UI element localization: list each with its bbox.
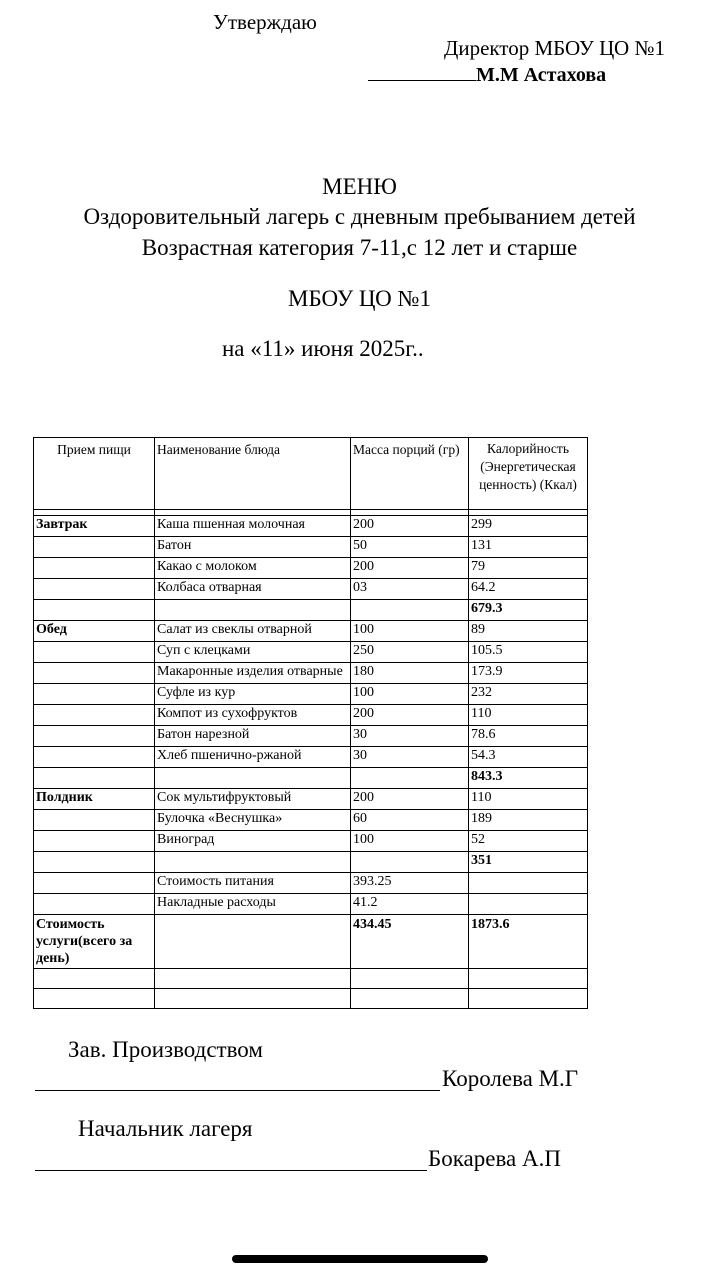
overhead-label: Накладные расходы <box>155 894 351 915</box>
dish-name: Каша пшенная молочная <box>155 516 351 537</box>
signature-line <box>35 1090 440 1091</box>
total-row <box>34 600 588 621</box>
dish-calories: 105.5 <box>469 642 588 663</box>
dish-calories: 131 <box>469 537 588 558</box>
camp-name: Оздоровительный лагерь с дневным пребыванием детей <box>83 204 636 229</box>
dish-name: Какао с молоком <box>155 558 351 579</box>
table-row <box>34 558 588 579</box>
table-row <box>34 642 588 663</box>
dish-mass: 03 <box>351 579 469 600</box>
table-row <box>34 810 588 831</box>
director-name: М.М Астахова <box>476 64 607 86</box>
header-meal: Прием пищи <box>34 438 155 510</box>
production-head-title: Зав. Производством <box>68 1037 263 1062</box>
menu-table <box>33 437 588 1009</box>
table-row <box>34 579 588 600</box>
food-cost-label: Стоимость питания <box>155 873 351 894</box>
signature-line <box>368 62 476 81</box>
table-header-row <box>34 438 588 510</box>
service-cost: 434.45 <box>351 915 469 969</box>
dish-mass: 250 <box>351 642 469 663</box>
dish-calories: 173.9 <box>469 663 588 684</box>
dish-calories: 232 <box>469 684 588 705</box>
dish-name: Компот из сухофруктов <box>155 705 351 726</box>
dish-mass: 60 <box>351 810 469 831</box>
camp-head-title: Начальник лагеря <box>78 1116 253 1141</box>
dish-calories: 110 <box>469 705 588 726</box>
table-row <box>34 705 588 726</box>
service-calories: 1873.6 <box>469 915 588 969</box>
table-row <box>34 726 588 747</box>
dish-name: Колбаса отварная <box>155 579 351 600</box>
production-head-name: Королева М.Г <box>442 1066 579 1091</box>
dish-calories: 189 <box>469 810 588 831</box>
director-title: Директор МБОУ ЦО №1 <box>444 36 665 60</box>
dish-mass: 180 <box>351 663 469 684</box>
approve-label: Утверждаю <box>213 10 317 34</box>
signature-line <box>35 1170 427 1171</box>
table-row <box>34 663 588 684</box>
table-row <box>34 747 588 768</box>
dish-name: Макаронные изделия отварные <box>155 663 351 684</box>
lunch-total: 843.3 <box>469 768 588 789</box>
dish-calories: 79 <box>469 558 588 579</box>
dish-name: Салат из свеклы отварной <box>155 621 351 642</box>
dish-calories: 78.6 <box>469 726 588 747</box>
table-row <box>34 537 588 558</box>
table-row <box>34 684 588 705</box>
home-indicator[interactable] <box>232 1255 488 1263</box>
meal-label: Завтрак <box>34 516 155 537</box>
table-row <box>34 621 588 642</box>
dish-name: Суфле из кур <box>155 684 351 705</box>
overhead-value: 41.2 <box>351 894 469 915</box>
table-row <box>34 831 588 852</box>
dish-name: Сок мультифруктовый <box>155 789 351 810</box>
dish-mass: 200 <box>351 516 469 537</box>
dish-mass: 200 <box>351 705 469 726</box>
food-cost-value: 393.25 <box>351 873 469 894</box>
empty-row <box>34 969 588 989</box>
dish-calories: 52 <box>469 831 588 852</box>
table-row <box>34 516 588 537</box>
document-title: МЕНЮ <box>322 174 397 199</box>
dish-name: Суп с клецками <box>155 642 351 663</box>
dish-mass: 100 <box>351 621 469 642</box>
header-calories: Калорийность (Энергетическая ценность) (Ккал) <box>469 438 588 510</box>
dish-name: Батон <box>155 537 351 558</box>
school-name: МБОУ ЦО №1 <box>288 286 431 311</box>
camp-head-name: Бокарева А.П <box>428 1146 561 1171</box>
table-row <box>34 789 588 810</box>
meal-label: Обед <box>34 621 155 642</box>
dish-mass: 200 <box>351 789 469 810</box>
dish-mass: 30 <box>351 726 469 747</box>
header-dish: Наименование блюда <box>155 438 351 510</box>
dish-calories: 64.2 <box>469 579 588 600</box>
service-row <box>34 915 588 969</box>
dish-calories: 89 <box>469 621 588 642</box>
header-mass: Масса порций (гр) <box>351 438 469 510</box>
dish-calories: 54.3 <box>469 747 588 768</box>
dish-mass: 200 <box>351 558 469 579</box>
age-category: Возрастная категория 7-11,с 12 лет и старше <box>141 235 578 260</box>
total-row <box>34 852 588 873</box>
total-row <box>34 768 588 789</box>
dish-name: Хлеб пшенично-ржаной <box>155 747 351 768</box>
dish-name: Батон нарезной <box>155 726 351 747</box>
empty-row <box>34 989 588 1009</box>
snack-total: 351 <box>469 852 588 873</box>
menu-date: на «11» июня 2025г.. <box>222 336 424 361</box>
table-row <box>34 873 588 894</box>
dish-mass: 100 <box>351 684 469 705</box>
service-label: Стоимость услуги(всего за день) <box>34 915 155 969</box>
director-signature <box>368 62 606 87</box>
dish-name: Булочка «Веснушка» <box>155 810 351 831</box>
breakfast-total: 679.3 <box>469 600 588 621</box>
dish-name: Виноград <box>155 831 351 852</box>
dish-mass: 50 <box>351 537 469 558</box>
dish-calories: 110 <box>469 789 588 810</box>
table-row <box>34 894 588 915</box>
dish-mass: 30 <box>351 747 469 768</box>
dish-mass: 100 <box>351 831 469 852</box>
dish-calories: 299 <box>469 516 588 537</box>
meal-label: Полдник <box>34 789 155 810</box>
